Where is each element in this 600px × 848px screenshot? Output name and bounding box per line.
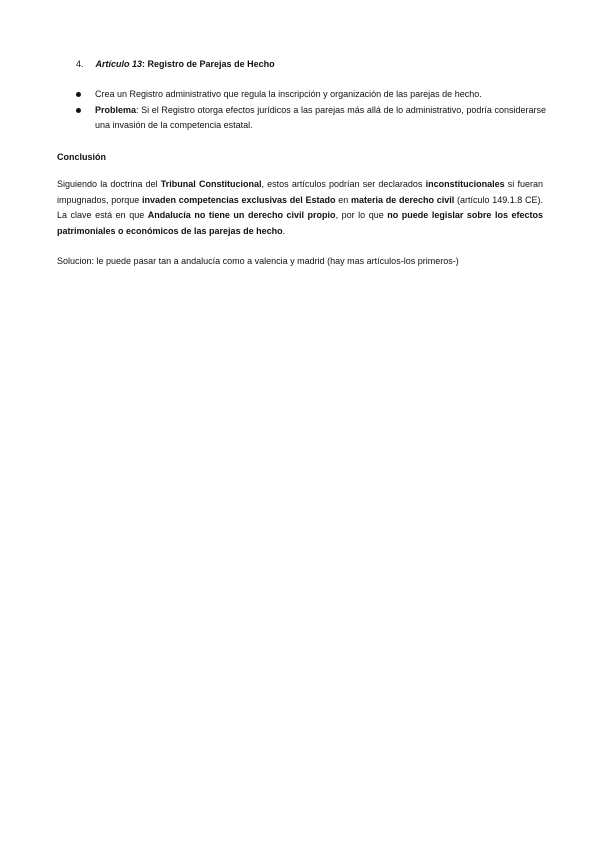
list-item: [76, 103, 546, 134]
conclusion-paragraph: [57, 177, 543, 239]
bold-segment: no puede legislar sobre los efectos patrimoniales o económicos de las parejas de hecho: [57, 210, 544, 236]
text-segment: si fueran impugnados, porque: [57, 179, 543, 205]
article-title: : Registro de Parejas de Hecho: [142, 59, 275, 69]
bold-segment: Andalucía no tiene un derecho civil propio: [147, 210, 336, 220]
article-label: Artículo 13: [95, 59, 143, 69]
list-number: 4.: [76, 59, 84, 69]
text-segment: en: [335, 194, 352, 205]
bold-segment: Tribunal Constitucional: [160, 179, 262, 189]
bullet-list: [76, 87, 546, 134]
list-item: [76, 87, 546, 103]
text-segment: (artículo 149.1.8 CE). La clave está en que: [57, 194, 544, 220]
text-segment: Siguiendo la doctrina del: [57, 179, 161, 189]
bold-segment: inconstitucionales: [425, 179, 505, 189]
bold-segment: invaden competencias exclusivas del Estado: [142, 194, 336, 205]
text-segment: , estos artículos podrían ser declarados: [261, 179, 426, 189]
article-heading: [76, 57, 546, 72]
section-title: Conclusión: [57, 152, 106, 162]
bullet-icon: [76, 92, 81, 97]
bold-segment: materia de derecho civil: [351, 194, 455, 205]
bullet-icon: [76, 108, 81, 113]
solution-paragraph: Solucion: le puede pasar tan a andalucía como a valencia y madrid (hay mas artículos-los primeros-): [57, 256, 459, 266]
text-segment: .: [282, 225, 286, 236]
bullet-label: Problema: [95, 104, 137, 115]
bullet-text: Crea un Registro administrativo que regula la inscripción y organización de las parejas de hecho.: [95, 89, 482, 99]
bullet-text: : Si el Registro otorga efectos jurídicos a las parejas más allá de lo administrativo, podría considerarse una invasión de la competencia estatal.: [95, 104, 546, 130]
text-segment: , por lo que: [335, 210, 388, 220]
